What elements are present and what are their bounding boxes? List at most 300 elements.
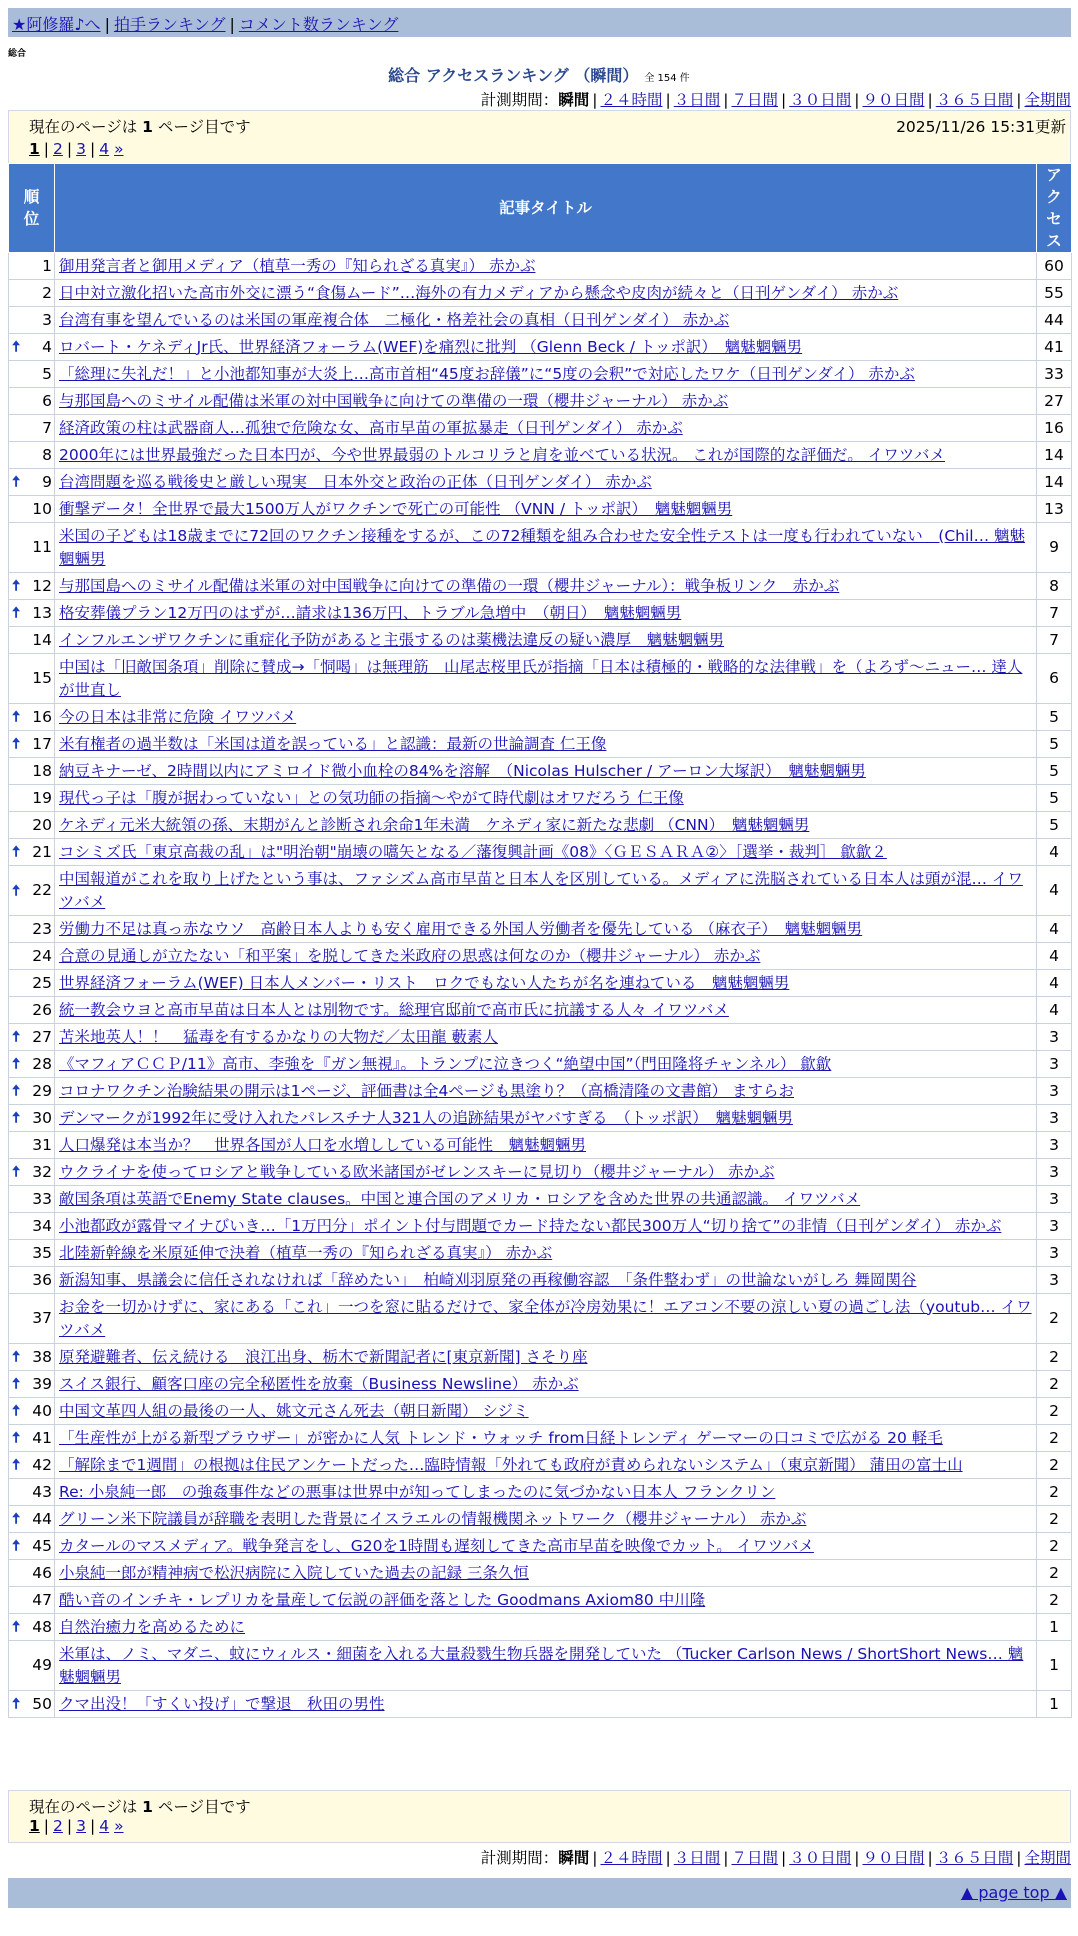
rank-cell (9, 1105, 55, 1132)
title-cell (55, 523, 1037, 573)
title-cell (55, 1240, 1037, 1267)
rank-cell (9, 866, 55, 916)
rank-up-arrow-icon: 🠅 (12, 1401, 21, 1420)
rank-number: 2 (42, 283, 52, 302)
title-cell (55, 1425, 1037, 1452)
rank-up-arrow-icon: 🠅 (12, 1617, 21, 1636)
article-link[interactable]: クマ出没！「すくい投げ」で撃退 秋田の男性 (59, 1694, 385, 1713)
rank-cell (9, 1398, 55, 1425)
article-link[interactable]: 敵国条項は英語でEnemy State clauses。中国と連合国のアメリカ・ロシアを含めた世界の共通認識。 イワツバメ (59, 1189, 861, 1208)
top-nav-bar (8, 8, 1071, 37)
article-link[interactable]: 米軍は、ノミ、マダニ、蚊にウィルス・細菌を入れる大量殺戮生物兵器を開発していた （Tucker Carlson News / ShortShort News… 魑魅魍魎男 (59, 1644, 1024, 1686)
article-link[interactable]: インフルエンザワクチンに重症化予防があると主張するのは薬機法違反の疑い濃厚 魑魅魍魎男 (59, 630, 725, 649)
ranking-row (9, 1398, 1072, 1425)
title-cell (55, 812, 1037, 839)
title-cell (55, 388, 1037, 415)
page-separator: | (66, 140, 73, 158)
period-link[interactable]: ３０日間 (789, 91, 852, 109)
current-page-text: 現在のページは 1 ページ目です (29, 118, 251, 136)
ranking-row (9, 1587, 1072, 1614)
page-link[interactable]: 4 (99, 1817, 110, 1835)
article-link[interactable]: ケネディ元米大統領の孫、末期がんと診断され余命1年未満 ケネディ家に新たな悲劇 （CNN） 魑魅魍魎男 (59, 815, 810, 834)
rank-up-arrow-icon: 🠅 (12, 603, 21, 622)
title-cell (55, 1641, 1037, 1691)
rank-number: 31 (32, 1135, 52, 1154)
rank-number: 1 (42, 256, 52, 275)
rank-up-arrow-icon: 🠅 (12, 576, 21, 595)
article-link[interactable]: 現代っ子は「腹が据わっていない」との気功師の指摘〜やがて時代劇はオワだろう 仁王像 (59, 788, 684, 807)
page-top-link[interactable]: ▲ page top ▲ (960, 1883, 1067, 1902)
article-link[interactable]: 苫米地英人！！ 猛毒を有するかなりの大物だ／太田龍 藪素人 (59, 1027, 498, 1046)
title-cell (55, 307, 1037, 334)
ranking-row (9, 1614, 1072, 1641)
rank-up-arrow-icon: 🠅 (12, 1347, 21, 1366)
access-count: 5 (1037, 731, 1072, 758)
title-cell (55, 1587, 1037, 1614)
ranking-row (9, 758, 1072, 785)
article-link[interactable]: スイス銀行、顧客口座の完全秘匿性を放棄（Business Newsline） 赤かぶ (59, 1374, 579, 1393)
rank-number: 28 (32, 1054, 52, 1073)
period-link[interactable]: ２４時間 (600, 91, 663, 109)
access-count: 3 (1037, 1024, 1072, 1051)
rank-cell (9, 573, 55, 600)
rank-number: 29 (32, 1081, 52, 1100)
access-count: 4 (1037, 970, 1072, 997)
rank-up-arrow-icon: 🠅 (12, 1162, 21, 1181)
page-info-box-bottom (8, 1790, 1071, 1843)
article-link[interactable]: 小池都政が露骨マイナびいき…「1万円分」ポイント付与問題でカード持たない都民300万人“切り捨て”の非情（日刊ゲンダイ） 赤かぶ (59, 1216, 1002, 1235)
period-separator: | (854, 91, 860, 109)
page-link[interactable]: 2 (53, 140, 63, 158)
title-cell (55, 415, 1037, 442)
rank-number: 5 (42, 364, 52, 383)
rank-cell (9, 442, 55, 469)
title-cell (55, 253, 1037, 280)
rank-cell (9, 1533, 55, 1560)
period-separator: | (723, 91, 729, 109)
period-link[interactable]: 全期間 (1024, 1849, 1071, 1867)
access-count: 13 (1037, 496, 1072, 523)
rank-cell (9, 1078, 55, 1105)
article-link[interactable]: 納豆キナーゼ、2時間以内にアミロイド微小血栓の84%を溶解 （Nicolas Hulscher / アーロン大塚訳） 魑魅魍魎男 (59, 761, 866, 780)
rank-number: 25 (32, 973, 52, 992)
access-count: 2 (1037, 1479, 1072, 1506)
period-link[interactable]: ３０日間 (789, 1849, 852, 1867)
article-link[interactable]: お金を一切かけずに、家にある「これ」一つを窓に貼るだけで、家全体が冷房効果に！エアコン不要の涼しい夏の過ごし法（youtub… イワツバメ (59, 1297, 1032, 1339)
period-link[interactable]: ７日間 (731, 91, 778, 109)
title-cell (55, 496, 1037, 523)
ranking-row (9, 1240, 1072, 1267)
rank-cell (9, 1691, 55, 1718)
period-separator: | (723, 1849, 729, 1867)
access-count: 3 (1037, 1132, 1072, 1159)
nav-link-clap-ranking[interactable]: 拍手ランキング (113, 15, 226, 34)
updated-timestamp: 2025/11/26 15:31更新 (896, 118, 1066, 136)
article-link[interactable]: 中国文革四人組の最後の一人、姚文元さん死去（朝日新聞） シジミ (59, 1401, 529, 1420)
rank-number: 39 (32, 1374, 52, 1393)
rank-cell (9, 1425, 55, 1452)
article-link[interactable]: 与那国島へのミサイル配備は米軍の対中国戦争に向けての準備の一環（櫻井ジャーナル）：戦争板リンク 赤かぶ (59, 576, 840, 595)
rank-number: 46 (32, 1563, 52, 1582)
article-link[interactable]: 格安葬儀プラン12万円のはずが…請求は136万円、トラブル急増中 （朝日） 魑魅魍魎男 (59, 603, 682, 622)
title-header: 記事タイトル (55, 164, 1037, 253)
period-link[interactable]: ２４時間 (600, 1849, 663, 1867)
period-link[interactable]: ３６５日間 (935, 1849, 1014, 1867)
rank-cell (9, 469, 55, 496)
ranking-row (9, 839, 1072, 866)
page-current: 1 (29, 1817, 40, 1835)
page-info-box-top (8, 110, 1071, 165)
article-link[interactable]: グリーン米下院議員が辞職を表明した背景にイスラエルの情報機関ネットワーク（櫻井ジャーナル） 赤かぶ (59, 1509, 807, 1528)
access-count: 3 (1037, 1051, 1072, 1078)
period-separator: | (665, 91, 671, 109)
rank-number: 22 (32, 881, 52, 899)
ranking-row (9, 1452, 1072, 1479)
period-selector-bottom (481, 1846, 1071, 1868)
rank-number: 20 (32, 815, 52, 834)
rank-number: 49 (32, 1656, 52, 1674)
rank-number: 32 (32, 1162, 52, 1181)
access-count: 2 (1037, 1506, 1072, 1533)
period-separator: | (1016, 1849, 1022, 1867)
ranking-row (9, 1533, 1072, 1560)
rank-number: 14 (32, 630, 52, 649)
rank-cell (9, 1452, 55, 1479)
ranking-row (9, 415, 1072, 442)
rank-cell (9, 1051, 55, 1078)
article-link[interactable]: 御用発言者と御用メディア（植草一秀の『知られざる真実』） 赤かぶ (59, 256, 536, 275)
article-link[interactable]: 「生産性が上がる新型ブラウザー」が密かに人気 トレンド・ウォッチ from日経トレンディ ゲーマーの口コミで広がる 20 軽毛 (59, 1428, 943, 1447)
article-link[interactable]: 人口爆発は本当か？ 世界各国が人口を水増ししている可能性 魑魅魍魎男 (59, 1135, 587, 1154)
rank-number: 24 (32, 946, 52, 965)
period-link[interactable]: ７日間 (731, 1849, 778, 1867)
title-cell (55, 1371, 1037, 1398)
ranking-row (9, 704, 1072, 731)
rank-up-arrow-icon: 🠅 (12, 1455, 21, 1474)
rank-number: 37 (32, 1309, 52, 1327)
title-cell (55, 1294, 1037, 1344)
ranking-row (9, 442, 1072, 469)
ranking-row (9, 627, 1072, 654)
access-count: 3 (1037, 1240, 1072, 1267)
rank-cell (9, 1240, 55, 1267)
period-separator: | (927, 1849, 933, 1867)
ranking-row (9, 916, 1072, 943)
article-link[interactable]: 衝撃データ！全世界で最大1500万人がワクチンで死亡の可能性 （VNN / トッポ訳） 魑魅魍魎男 (59, 499, 733, 518)
period-selector-top (481, 88, 1071, 110)
rank-cell (9, 307, 55, 334)
page-link[interactable]: 3 (76, 140, 87, 158)
ranking-row (9, 1132, 1072, 1159)
ranking-row (9, 1344, 1072, 1371)
title-cell (55, 1479, 1037, 1506)
title-cell (55, 654, 1037, 704)
article-link[interactable]: 与那国島へのミサイル配備は米軍の対中国戦争に向けての準備の一環（櫻井ジャーナル） 赤かぶ (59, 391, 729, 410)
period-separator: | (854, 1849, 860, 1867)
rank-cell (9, 654, 55, 704)
rank-cell (9, 1371, 55, 1398)
title-cell (55, 1560, 1037, 1587)
rank-cell (9, 1506, 55, 1533)
rank-number: 42 (32, 1455, 52, 1474)
ranking-row (9, 1506, 1072, 1533)
period-separator: | (1016, 91, 1022, 109)
access-count: 2 (1037, 1344, 1072, 1371)
period-separator: | (781, 1849, 787, 1867)
page-separator: | (43, 1817, 50, 1835)
title-cell (55, 785, 1037, 812)
rank-cell (9, 1213, 55, 1240)
rank-cell (9, 253, 55, 280)
article-link[interactable]: ウクライナを使ってロシアと戦争している欧米諸国がゼレンスキーに見切り（櫻井ジャーナル） 赤かぶ (59, 1162, 775, 1181)
rank-number: 41 (32, 1428, 52, 1447)
access-count: 3 (1037, 1105, 1072, 1132)
article-link[interactable]: 小泉純一郎が精神病で松沢病院に入院していた過去の記録 三条久恒 (59, 1563, 529, 1582)
period-link[interactable]: ３６５日間 (935, 91, 1014, 109)
title-cell (55, 1213, 1037, 1240)
rank-number: 21 (32, 842, 52, 861)
article-link[interactable]: 世界経済フォーラム(WEF) 日本人メンバー・リスト ロクでもない人たちが名を連ねている 魑魅魍魎男 (59, 973, 790, 992)
ranking-row (9, 1051, 1072, 1078)
rank-cell (9, 523, 55, 573)
access-count: 6 (1037, 654, 1072, 704)
article-link[interactable]: 「解除まで1週間」の根拠は住民アンケートだった…臨時情報「外れても政府が責められないシステム」（東京新聞） 蒲田の富士山 (59, 1455, 963, 1474)
period-link[interactable]: ９０日間 (862, 91, 925, 109)
access-count: 4 (1037, 943, 1072, 970)
rank-cell (9, 785, 55, 812)
access-count: 33 (1037, 361, 1072, 388)
rank-number: 8 (42, 445, 52, 464)
article-link[interactable]: 日中対立激化招いた高市外交に漂う“食傷ムード”…海外の有力メディアから懸念や皮肉が続々と（日刊ゲンダイ） 赤かぶ (59, 283, 899, 302)
page-link[interactable]: 3 (76, 1817, 87, 1835)
title-cell (55, 627, 1037, 654)
rank-cell (9, 1479, 55, 1506)
article-link[interactable]: 自然治癒力を高めるために (59, 1617, 246, 1636)
ranking-row (9, 307, 1072, 334)
rank-number: 7 (42, 418, 52, 437)
access-count: 2 (1037, 1398, 1072, 1425)
period-current: 瞬間 (558, 1849, 590, 1867)
access-count: 9 (1037, 523, 1072, 573)
title-cell (55, 1051, 1037, 1078)
rank-cell (9, 997, 55, 1024)
rank-cell (9, 970, 55, 997)
access-count: 2 (1037, 1533, 1072, 1560)
rank-number: 13 (32, 603, 52, 622)
rank-number: 44 (32, 1509, 52, 1528)
ranking-row (9, 496, 1072, 523)
access-count: 3 (1037, 1078, 1072, 1105)
rank-cell (9, 415, 55, 442)
ranking-row (9, 785, 1072, 812)
title-cell (55, 361, 1037, 388)
ranking-row (9, 1024, 1072, 1051)
nav-separator: | (104, 15, 110, 34)
nav-link-asyura[interactable]: ★阿修羅♪へ (12, 15, 101, 34)
article-link[interactable]: 台湾有事を望んでいるのは米国の軍産複合体 二極化・格差社会の真相（日刊ゲンダイ） 赤かぶ (59, 310, 730, 329)
rank-cell (9, 1132, 55, 1159)
rank-number: 19 (32, 788, 52, 807)
rank-cell (9, 943, 55, 970)
period-link[interactable]: 全期間 (1024, 91, 1071, 109)
article-link[interactable]: Re: 小泉純一郎 の強姦事件などの悪事は世界中が知ってしまったのに気づかない日本人 フランクリン (59, 1482, 776, 1501)
article-link[interactable]: 酷い音のインチキ・レプリカを量産して伝説の評価を落とした Goodmans Axiom80 中川隆 (59, 1590, 706, 1609)
access-count: 5 (1037, 785, 1072, 812)
ranking-row (9, 1425, 1072, 1452)
ranking-row (9, 469, 1072, 496)
page-separator: | (66, 1817, 73, 1835)
title-cell (55, 573, 1037, 600)
rank-up-arrow-icon: 🠅 (12, 472, 21, 491)
ranking-row (9, 654, 1072, 704)
access-count: 1 (1037, 1641, 1072, 1691)
article-link[interactable]: 2000年には世界最強だった日本円が、今や世界最弱のトルコリラと肩を並べている状況。 これが国際的な評価だ。 イワツバメ (59, 445, 945, 464)
title-cell (55, 1614, 1037, 1641)
access-count: 5 (1037, 704, 1072, 731)
rank-cell (9, 916, 55, 943)
access-count: 2 (1037, 1371, 1072, 1398)
access-count: 5 (1037, 812, 1072, 839)
period-separator: | (781, 91, 787, 109)
article-link[interactable]: 経済政策の柱は武器商人…孤独で危険な女、高市早苗の軍拡暴走（日刊ゲンダイ） 赤かぶ (59, 418, 683, 437)
rank-cell (9, 839, 55, 866)
period-link[interactable]: ９０日間 (862, 1849, 925, 1867)
article-link[interactable]: 中国は「旧敵国条項」削除に賛成→「恫喝」は無理筋 山尾志桜里氏が指摘「日本は積極的・戦略的な法律戦」を（よろず〜ニュー… 達人が世直し (59, 657, 1023, 699)
title-cell (55, 731, 1037, 758)
article-link[interactable]: コロナワクチン治験結果の開示は1ページ、評価書は全4ページも黒塗り？（高橋清隆の文書館） ますらお (59, 1081, 795, 1100)
title-cell (55, 1506, 1037, 1533)
period-separator: | (592, 91, 598, 109)
rank-number: 26 (32, 1000, 52, 1019)
rank-number: 36 (32, 1270, 52, 1289)
rank-cell (9, 1186, 55, 1213)
title-cell (55, 1159, 1037, 1186)
article-link[interactable]: 合意の見通しが立たない「和平案」を脱してきた米政府の思惑は何なのか（櫻井ジャーナル） 赤かぶ (59, 946, 761, 965)
rank-number: 10 (32, 499, 52, 518)
period-link[interactable]: ３日間 (673, 91, 721, 109)
rank-cell (9, 388, 55, 415)
page-separator: | (90, 1817, 96, 1835)
rank-cell (9, 361, 55, 388)
rank-number: 45 (32, 1536, 52, 1555)
rank-number: 27 (32, 1027, 52, 1046)
title-cell (55, 839, 1037, 866)
access-count: 7 (1037, 627, 1072, 654)
ranking-row (9, 1641, 1072, 1691)
ranking-row (9, 600, 1072, 627)
access-count: 8 (1037, 573, 1072, 600)
access-count: 27 (1037, 388, 1072, 415)
article-link[interactable]: デンマークが1992年に受け入れたパレスチナ人321人の追跡結果がヤバすぎる （トッポ訳） 魑魅魍魎男 (59, 1108, 793, 1127)
title-cell (55, 866, 1037, 916)
access-header: アクセス (1037, 164, 1072, 253)
rank-number: 33 (32, 1189, 52, 1208)
article-link[interactable]: 原発避難者、伝え続ける 浪江出身、栃木で新聞記者に[東京新聞] さそり座 (59, 1347, 588, 1366)
ranking-row (9, 1294, 1072, 1344)
ranking-row (9, 1691, 1072, 1718)
article-link[interactable]: 統一教会ウヨと高市早苗は日本人とは別物です。総理官邸前で高市氏に抗議する人々 イワツバメ (59, 1000, 729, 1019)
page-next-link[interactable]: » (114, 140, 124, 158)
article-link[interactable]: 今の日本は非常に危険 イワツバメ (59, 707, 297, 726)
rank-up-arrow-icon: 🠅 (12, 734, 21, 753)
rank-number: 9 (42, 472, 52, 491)
rank-up-arrow-icon: 🠅 (12, 707, 21, 726)
rank-cell (9, 758, 55, 785)
access-count: 3 (1037, 1186, 1072, 1213)
category-label: 総合 (8, 49, 27, 59)
rank-cell (9, 334, 55, 361)
article-link[interactable]: 台湾問題を巡る戦後史と厳しい現実 日本外交と政治の正体（日刊ゲンダイ） 赤かぶ (59, 472, 652, 491)
rank-number: 38 (32, 1347, 52, 1366)
pagination-top (29, 140, 124, 158)
rank-cell (9, 1294, 55, 1344)
rank-up-arrow-icon: 🠅 (12, 881, 21, 899)
article-link[interactable]: 労働力不足は真っ赤なウソ 高齢日本人よりも安く雇用できる外国人労働者を優先している （麻衣子） 魑魅魍魎男 (59, 919, 863, 938)
rank-up-arrow-icon: 🠅 (12, 1081, 21, 1100)
rank-number: 47 (32, 1590, 52, 1609)
article-link[interactable]: 《マフィアＣＣＰ/11》高市、李強を『ガン無視』。トランプに泣きつく“絶望中国”（門田隆将チャンネル） 歙歙 (59, 1054, 832, 1073)
ranking-row (9, 280, 1072, 307)
page-next-link[interactable]: » (114, 1817, 124, 1835)
title-cell (55, 1533, 1037, 1560)
rank-number: 23 (32, 919, 52, 938)
article-link[interactable]: 中国報道がこれを取り上げたという事は、ファシズム高市早苗と日本人を区別している。メディアに洗脳されている日本人は頭が混… イワツバメ (59, 869, 1023, 911)
article-link[interactable]: ロバート・ケネディJr氏、世界経済フォーラム(WEF)を痛烈に批判 （Glenn Beck / トッポ訳） 魑魅魍魎男 (59, 337, 803, 356)
ranking-row (9, 1479, 1072, 1506)
rank-cell (9, 704, 55, 731)
ranking-row (9, 573, 1072, 600)
period-prefix: 計測期間： (480, 1849, 559, 1867)
page-separator: | (90, 140, 96, 158)
period-separator: | (665, 1849, 671, 1867)
rank-cell (9, 812, 55, 839)
title-cell (55, 334, 1037, 361)
rank-number: 3 (42, 310, 52, 329)
ranking-row (9, 970, 1072, 997)
article-link[interactable]: カタールのマスメディア。戦争発言をし、G20を1時間も遅刻してきた高市早苗を映像でカット。 イワツバメ (59, 1536, 814, 1555)
access-count: 5 (1037, 758, 1072, 785)
access-count: 2 (1037, 1294, 1072, 1344)
access-count: 41 (1037, 334, 1072, 361)
title-cell (55, 1452, 1037, 1479)
rank-number: 6 (42, 391, 52, 410)
article-link[interactable]: 新潟知事、県議会に信任されなければ「辞めたい」 柏崎刈羽原発の再稼働容認 「条件整わず」の世論ないがしろ 舞岡関谷 (59, 1270, 917, 1289)
article-link[interactable]: 米有権者の過半数は「米国は道を誤っている」と認識：最新の世論調査 仁王像 (59, 734, 607, 753)
ranking-row (9, 1159, 1072, 1186)
period-prefix: 計測期間： (480, 91, 559, 109)
title-cell (55, 704, 1037, 731)
rank-cell (9, 1587, 55, 1614)
ranking-row (9, 1371, 1072, 1398)
rank-number: 12 (32, 576, 52, 595)
period-link[interactable]: ３日間 (673, 1849, 721, 1867)
article-link[interactable]: 北陸新幹線を米原延伸で決着（植草一秀の『知られざる真実』） 赤かぶ (59, 1243, 553, 1262)
page-link[interactable]: 4 (99, 140, 110, 158)
page-link[interactable]: 2 (53, 1817, 63, 1835)
article-link[interactable]: 米国の子どもは18歳までに72回のワクチン接種をするが、この72種類を組み合わせた安全性テストは一度も行われていない (Chil… 魑魅魍魎男 (59, 526, 1026, 568)
title-cell (55, 916, 1037, 943)
access-count: 2 (1037, 1560, 1072, 1587)
rank-cell (9, 731, 55, 758)
rank-number: 11 (32, 538, 52, 556)
access-count: 14 (1037, 469, 1072, 496)
access-count: 2 (1037, 1587, 1072, 1614)
nav-link-comment-ranking[interactable]: コメント数ランキング (238, 15, 399, 34)
article-link[interactable]: コシミズ氏「東京高裁の乱」は"明治朝"崩壊の嚆矢となる／藩復興計画《08》〈ＧＥＳＡＲＡ②〉［選挙・裁判］ 歙歙２ (59, 842, 887, 861)
article-link[interactable]: 「総理に失礼だ！」と小池都知事が大炎上…高市首相“45度お辞儀”に“5度の会釈”で対応したワケ（日刊ゲンダイ） 赤かぶ (59, 364, 915, 383)
access-count: 60 (1037, 253, 1072, 280)
access-count: 4 (1037, 866, 1072, 916)
